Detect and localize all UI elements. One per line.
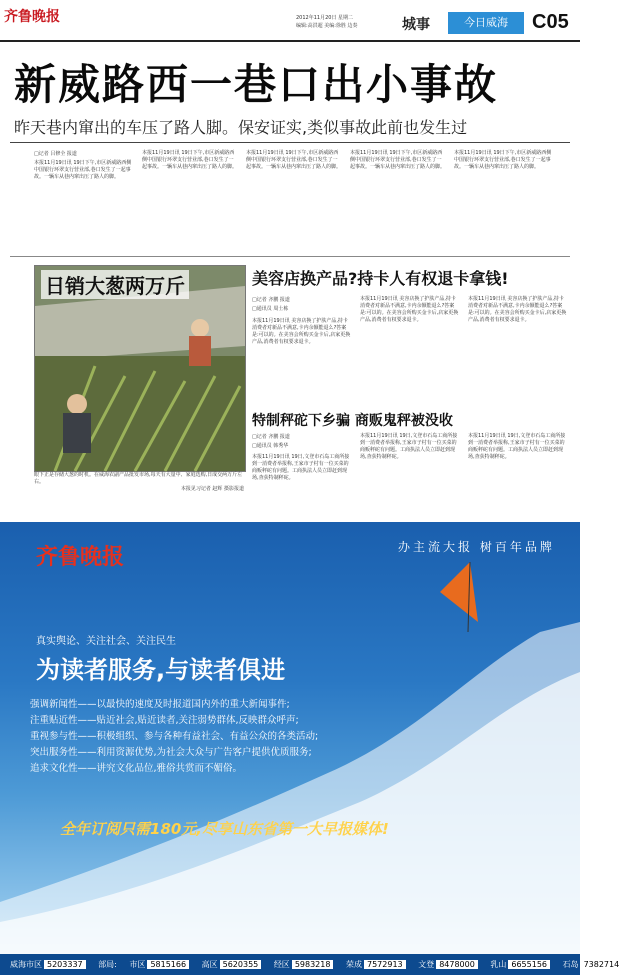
dept-label: 部局: <box>98 960 117 969</box>
subscription-ad <box>0 522 620 975</box>
section-tab: 今日威海 <box>448 12 524 34</box>
ad-feature-line: 突出服务性——利用资源优势,为社会大众与广告客户提供优质服务; <box>30 747 312 758</box>
caption-text: 眼下正是存储大葱的时机。在威海农副产品批发市场,每天有大量中、家庭选购,日成交两万斤左右。 <box>34 472 243 485</box>
main-story-body: 本报11月19日讯 19日下午,市区新威路西侧中国银行环翠支行营业部,巷口发生了一起事故。一辆车从巷内窜出压了路人的脚。 <box>34 160 132 180</box>
issue-date: 2012年11月20日 星期二 <box>296 15 354 21</box>
ad-subtitle: 真实舆论、关注社会、关注民生 <box>36 636 176 647</box>
ad-price: 全年订阅只需180元,尽享山东省第一大早报媒体! <box>60 820 389 838</box>
story3-column <box>360 433 460 514</box>
contact-phone: 5815166 <box>147 960 189 969</box>
main-subhead: 昨天巷内窜出的车压了路人脚。保安证实,类似事故此前也发生过 <box>14 118 468 137</box>
main-story-body-4: 本报11月19日讯 19日下午,市区新威路西侧中国银行环翠支行营业部,巷口发生了一起事故。一辆车从巷内窜出压了路人的脚。 <box>350 150 446 170</box>
contact-area: 威海市区 <box>10 960 42 969</box>
editor-credits: 编辑:高洪超 美编:徐胜 边奏 <box>296 23 358 29</box>
story2-headline: 美容店换产品?持卡人有权退卡拿钱! <box>252 269 509 288</box>
story2-body-2: 本报11月19日讯 美容店换了护肤产品,持卡消费者对新品不满意,卡内余额能退么?答案是:可以的。在美容会所购买金卡后,店家更换产品,消费者有权要求退卡。 <box>360 296 459 323</box>
contact-area: 乳山 <box>490 960 507 969</box>
main-story-column <box>142 150 238 252</box>
ad-feature-line: 注重贴近性——贴近社会,贴近读者,关注弱势群体,反映群众呼声; <box>30 715 299 726</box>
ad-contact-bar <box>0 954 620 975</box>
page-number: C05 <box>532 11 569 33</box>
story2-byline-2: □通讯员 周士栋 <box>252 306 289 312</box>
main-story-body-2: 本报11月19日讯 19日下午,市区新威路西侧中国银行环翠支行营业部,巷口发生了一起事故。一辆车从巷内窜出压了路人的脚。 <box>142 150 238 170</box>
story2-column <box>360 296 460 404</box>
story2-column <box>468 296 568 404</box>
contact-area: 石岛 <box>562 960 579 969</box>
contact-phone: 5983218 <box>292 960 334 969</box>
main-story-column <box>350 150 446 252</box>
contact-phone: 5203337 <box>44 960 86 969</box>
story3-byline: □记者 齐鹏 报道 <box>252 434 290 440</box>
photo-caption <box>34 472 244 493</box>
main-story-column <box>246 150 342 252</box>
contact-area: 经区 <box>273 960 290 969</box>
main-story-body-5: 本报11月19日讯 19日下午,市区新威路西侧中国银行环翠支行营业部,巷口发生了一起事故。一辆车从巷内窜出压了路人的脚。 <box>454 150 552 170</box>
main-headline: 新威路西一巷口出小事故 <box>14 60 499 109</box>
story3-body-2: 本报11月19日讯 19日,文登市石岛工商所接到一消费者举报称,王家市子村有一位买菜的商贩秤砣有问题。工商执法人员立即赶到现场,查获特制秤砣。 <box>360 433 458 460</box>
main-story-body-3: 本报11月19日讯 19日下午,市区新威路西侧中国银行环翠支行营业部,巷口发生了一起事故。一辆车从巷内窜出压了路人的脚。 <box>246 150 342 170</box>
newspaper-logo: 齐鲁晚报 <box>4 9 60 25</box>
contact-phone: 5620355 <box>220 960 262 969</box>
contact-area: 文登 <box>418 960 435 969</box>
ad-feature-line: 强调新闻性——以最快的速度及时报道国内外的重大新闻事件; <box>30 699 290 710</box>
ad-feature-line: 追求文化性——讲究文化品位,雅俗共赏而不媚俗。 <box>30 763 243 774</box>
photo-feature <box>34 265 246 472</box>
contact-phone: 7382714 <box>581 960 622 969</box>
story3-body-3: 本报11月19日讯 19日,文登市石岛工商所接到一消费者举报称,王家市子村有一位买菜的商贩秤砣有问题。工商执法人员立即赶到现场,查获特制秤砣。 <box>468 433 566 460</box>
ad-feature-line: 重视参与性——积极组织、参与各种有益社会、有益公众的各类活动; <box>30 731 319 742</box>
photo-title: 日销大葱两万斤 <box>41 270 189 299</box>
divider <box>10 142 570 143</box>
photo-credit: 本报见习记者 赵辉 摄影报道 <box>180 486 244 492</box>
story2-body-3: 本报11月19日讯 美容店换了护肤产品,持卡消费者对新品不满意,卡内余额能退么?答案是:可以的。在美容会所购买金卡后,店家更换产品,消费者有权要求退卡。 <box>468 296 567 323</box>
ad-slogan: 办主流大报 树百年品牌 <box>398 540 555 554</box>
contact-phone: 8478000 <box>436 960 478 969</box>
divider <box>10 256 570 257</box>
ad-title: 为读者服务,与读者俱进 <box>36 656 286 684</box>
channel-label: 城事 <box>402 17 430 33</box>
story3-body: 本报11月19日讯 19日,文登市石岛工商所接到一消费者举报称,王家市子村有一位买菜的商贩秤砣有问题。工商执法人员立即赶到现场,查获特制秤砣。 <box>252 454 350 481</box>
contact-area: 高区 <box>201 960 218 969</box>
story3-headline: 特制秤砣下乡骗 商贩鬼秤被没收 <box>252 413 453 429</box>
main-story-column <box>454 150 554 252</box>
contact-phone: 7572913 <box>364 960 406 969</box>
contact-phone: 6655156 <box>508 960 550 969</box>
contact-area: 市区 <box>129 960 146 969</box>
ad-feature-list <box>30 697 318 777</box>
masthead <box>0 0 580 42</box>
story2-body: 本报11月19日讯 美容店换了护肤产品,持卡消费者对新品不满意,卡内余额能退么?答案是:可以的。在美容会所购买金卡后,店家更换产品,消费者有权要求退卡。 <box>252 318 351 345</box>
story3-column <box>468 433 568 514</box>
ad-logo: 齐鲁晚报 <box>36 544 125 570</box>
story3-byline-2: □通讯员 韩秀华 <box>252 443 289 449</box>
main-byline: □记者 吕修全 报道 <box>34 151 77 157</box>
story2-byline: □记者 齐鹏 报道 <box>252 297 290 303</box>
contact-area: 荣成 <box>346 960 362 969</box>
